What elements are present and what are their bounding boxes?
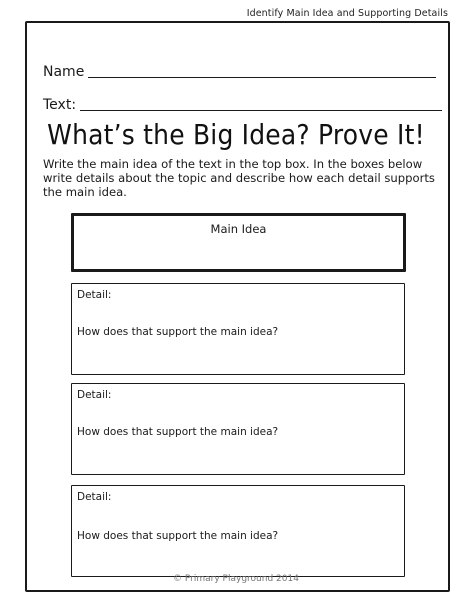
main-idea-box[interactable] bbox=[71, 213, 406, 272]
detail-label: Detail: bbox=[77, 289, 112, 301]
detail-box-1[interactable] bbox=[71, 283, 405, 375]
support-question: How does that support the main idea? bbox=[77, 326, 279, 338]
detail-box-2[interactable] bbox=[71, 383, 405, 475]
support-question: How does that support the main idea? bbox=[77, 426, 279, 438]
detail-box-3[interactable] bbox=[71, 485, 405, 577]
name-label: Name bbox=[43, 64, 85, 80]
instructions-text: Write the main idea of the text in the top box. In the boxes below write details about the topic and describe how each detail supports the main idea. bbox=[43, 157, 435, 199]
main-idea-label: Main Idea bbox=[210, 222, 267, 236]
detail-label: Detail: bbox=[77, 491, 112, 503]
copyright-footer: © Primary Playground 2014 bbox=[173, 574, 299, 584]
name-field bbox=[43, 64, 436, 80]
detail-label: Detail: bbox=[77, 389, 112, 401]
text-write-line[interactable] bbox=[80, 109, 442, 111]
text-label: Text: bbox=[43, 97, 77, 113]
text-field bbox=[43, 97, 442, 113]
worksheet-topic-header: Identify Main Idea and Supporting Details bbox=[246, 8, 448, 19]
worksheet-title: What’s the Big Idea? Prove It! bbox=[47, 118, 425, 151]
support-question: How does that support the main idea? bbox=[77, 530, 279, 542]
name-write-line[interactable] bbox=[88, 76, 436, 78]
